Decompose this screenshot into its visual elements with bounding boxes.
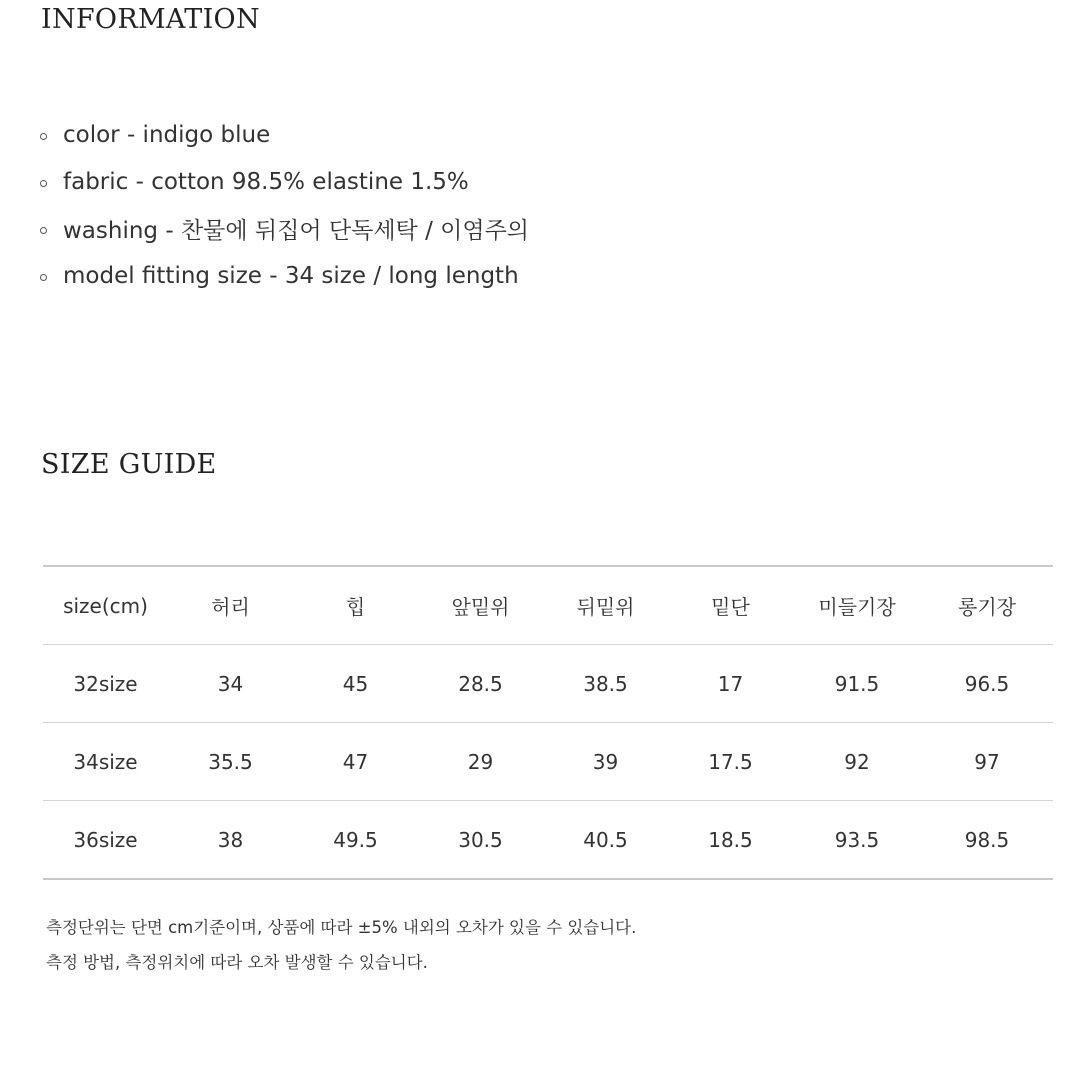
table-cell: 40.5 [583, 827, 628, 852]
note-line: 측정 방법, 측정위치에 따라 오차 발생할 수 있습니다. [46, 953, 428, 972]
table-cell: 17.5 [668, 723, 793, 801]
table-cell: 45 [293, 645, 418, 723]
information-title: INFORMATION [41, 4, 260, 35]
bullet-icon [40, 180, 47, 187]
header-cell: 밑단 [668, 566, 793, 645]
header-cell: 앞밑위 [418, 566, 543, 645]
info-item-text: washing - 찬물에 뒤집어 단독세탁 / 이염주의 [63, 218, 529, 244]
table-cell: 39 [543, 723, 668, 801]
info-item-model-size [40, 252, 529, 299]
info-item-color [40, 111, 529, 158]
table-cell: 34 [168, 645, 293, 723]
table-cell: 29 [418, 723, 543, 801]
header-cell: 뒤밑위 [543, 566, 668, 645]
bullet-icon [40, 274, 47, 281]
table-header-row [43, 566, 1053, 645]
table-cell: 35.5 [168, 723, 293, 801]
table-cell: 93.5 [834, 827, 880, 852]
table-cell: 28.5 [418, 645, 543, 723]
table-cell: 36size [73, 827, 138, 852]
size-guide-title: SIZE GUIDE [41, 449, 217, 480]
table-cell: 98.5 [964, 827, 1010, 852]
table-cell: 97 [921, 723, 1053, 801]
info-item-washing [40, 205, 529, 252]
note-line: 측정단위는 단면 cm기준이며, 상품에 따라 ±5% 내외의 오차가 있을 수 있습니다. [46, 918, 637, 937]
header-cell: 힙 [293, 566, 418, 645]
header-cell: 허리 [168, 566, 293, 645]
table-row [43, 723, 1053, 801]
table-cell: 49.5 [333, 827, 378, 852]
info-item-text: fabric - cotton 98.5% elastine 1.5% [63, 168, 469, 195]
header-cell: 미들기장 [793, 566, 921, 645]
header-cell: size(cm) [43, 566, 168, 645]
measurement-notes [46, 914, 636, 984]
info-item-fabric [40, 158, 529, 205]
table-cell: 38.5 [543, 645, 668, 723]
table-row [43, 645, 1053, 723]
size-table [43, 565, 1053, 880]
table-cell: 18.5 [708, 827, 753, 852]
table-cell: 30.5 [458, 827, 503, 852]
table-cell: 47 [293, 723, 418, 801]
header-cell: 롱기장 [921, 566, 1053, 645]
info-item-text: color - indigo blue [63, 121, 271, 148]
table-cell: 96.5 [921, 645, 1053, 723]
table-cell: 32size [43, 645, 168, 723]
information-list [40, 111, 529, 299]
bullet-icon [40, 133, 47, 140]
table-row [43, 801, 1053, 880]
table-cell: 92 [793, 723, 921, 801]
table-cell: 38 [217, 827, 244, 852]
bullet-icon [40, 227, 47, 234]
info-item-text: model fitting size - 34 size / long length [63, 262, 519, 289]
table-cell: 34size [43, 723, 168, 801]
table-cell: 17 [668, 645, 793, 723]
table-cell: 91.5 [793, 645, 921, 723]
